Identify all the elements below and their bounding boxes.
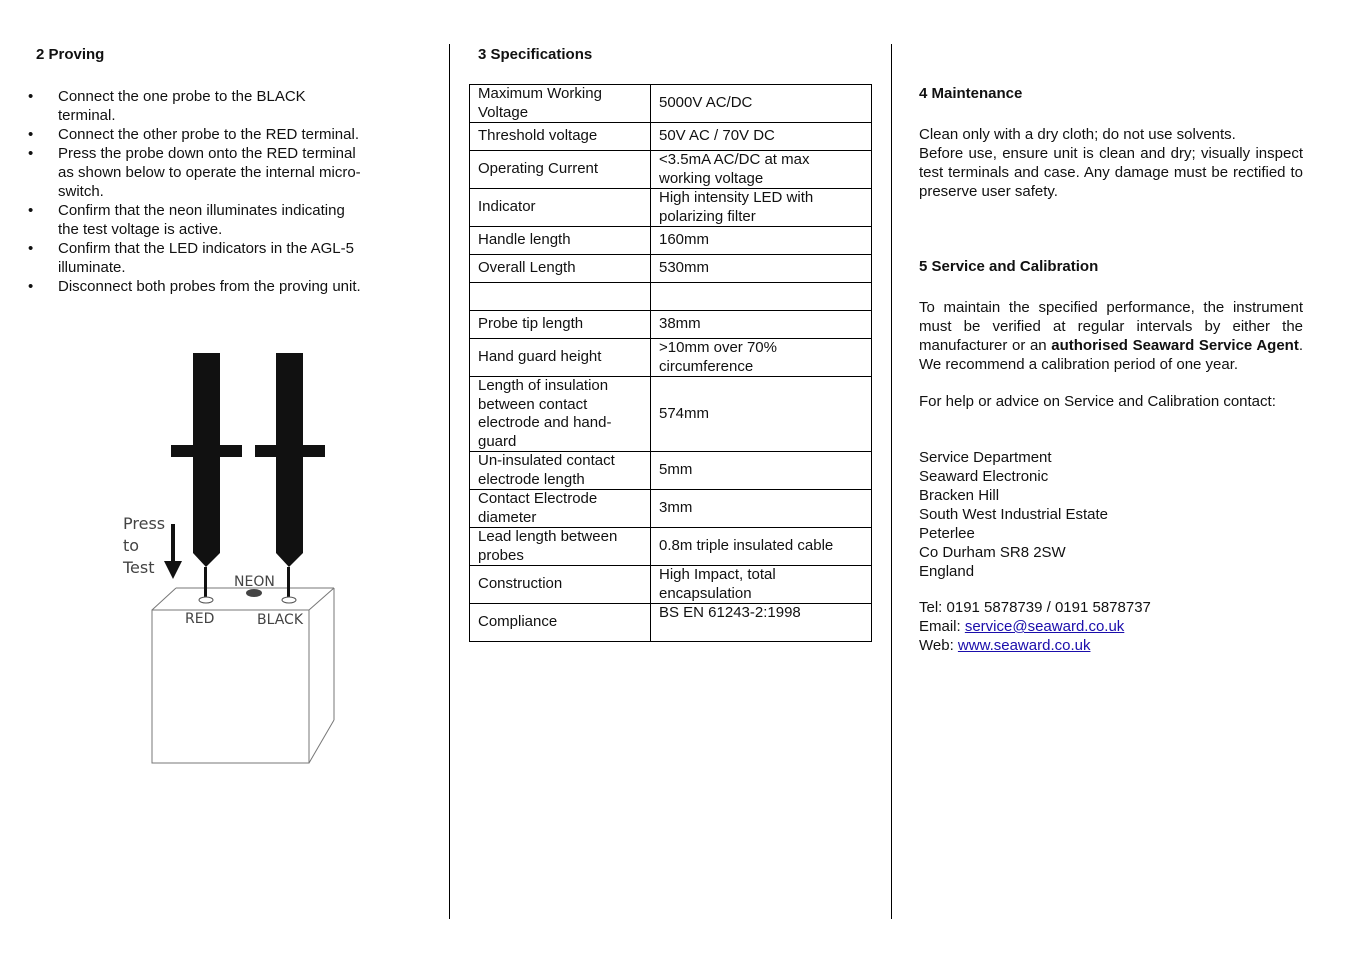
- list-item: • Press the probe down onto the RED terminal as shown below to operate the internal micro-switch.: [22, 144, 362, 201]
- red-terminal: [199, 597, 213, 603]
- list-item: • Connect the one probe to the BLACK terminal.: [22, 87, 362, 125]
- section-heading-maintenance: 4 Maintenance: [919, 85, 1023, 102]
- address-line: Bracken Hill: [919, 487, 1000, 504]
- address-line: Peterlee: [919, 525, 975, 542]
- column-divider: [449, 44, 450, 919]
- email-link[interactable]: service@seaward.co.uk: [964, 618, 1125, 635]
- spec-value: 530mm: [651, 255, 872, 283]
- black-probe: [255, 353, 325, 597]
- press-label: Test: [123, 558, 155, 577]
- email-label: Email:: [919, 618, 965, 635]
- service-contact-paragraph: For help or advice on Service and Calibration contact:: [919, 393, 1276, 410]
- service-address: [919, 448, 1303, 581]
- spec-value: 0.8m triple insulated cable: [651, 528, 872, 566]
- black-terminal-label: BLACK: [257, 612, 304, 628]
- spec-label: Maximum Working Voltage: [470, 85, 651, 123]
- spec-label: Operating Current: [470, 151, 651, 189]
- spec-label: Un-insulated contact electrode length: [470, 452, 651, 490]
- spec-label: Probe tip length: [470, 311, 651, 339]
- neon-label: NEON: [234, 574, 275, 590]
- spec-value: 160mm: [651, 227, 872, 255]
- proving-unit-box: [152, 588, 334, 763]
- table-row: [470, 227, 872, 255]
- section-heading-proving: 2 Proving: [36, 46, 105, 63]
- email-line: [919, 617, 1303, 636]
- maintenance-paragraph: Before use, ensure unit is clean and dry; visually inspect test terminals and case. Any damage must be rectified to preserve user safety.: [919, 145, 1303, 200]
- proving-steps-list: [22, 87, 362, 296]
- table-row: [470, 283, 872, 311]
- table-row: [470, 151, 872, 189]
- web-link[interactable]: www.seaward.co.uk: [957, 637, 1091, 654]
- spec-value: 5mm: [651, 452, 872, 490]
- spec-label: Threshold voltage: [470, 123, 651, 151]
- spec-value: 5000V AC/DC: [651, 85, 872, 123]
- press-label: to: [123, 536, 140, 555]
- address-line: Service Department: [919, 449, 1052, 466]
- table-row: [470, 85, 872, 123]
- service-paragraph: [919, 298, 1303, 374]
- spec-value: 50V AC / 70V DC: [651, 123, 872, 151]
- spec-label: Indicator: [470, 189, 651, 227]
- spec-value: 3mm: [651, 490, 872, 528]
- press-label: Press: [123, 514, 166, 533]
- red-probe: [171, 353, 242, 597]
- black-terminal: [282, 597, 296, 603]
- press-arrow-icon: [164, 524, 182, 579]
- address-line: South West Industrial Estate: [919, 506, 1108, 523]
- table-row: [470, 311, 872, 339]
- spec-label: Handle length: [470, 227, 651, 255]
- service-agent-emphasis: authorised Seaward Service Agent: [1051, 337, 1299, 354]
- spec-label: Lead length between probes: [470, 528, 651, 566]
- service-text: . We recommend a calibration period of one year.: [919, 337, 1303, 373]
- spec-label: Compliance: [470, 604, 651, 642]
- list-item: • Disconnect both probes from the proving unit.: [22, 277, 362, 296]
- spec-label: [470, 283, 651, 311]
- spec-value: <3.5mA AC/DC at max working voltage: [651, 151, 872, 189]
- table-row: [470, 123, 872, 151]
- table-row: [470, 189, 872, 227]
- section-heading-service: 5 Service and Calibration: [919, 258, 1099, 275]
- column-divider: [891, 44, 892, 919]
- table-row: [470, 255, 872, 283]
- spec-value: >10mm over 70% circumference: [651, 339, 872, 377]
- address-line: Co Durham SR8 2SW: [919, 544, 1066, 561]
- address-line: Seaward Electronic: [919, 468, 1049, 485]
- spec-value: High intensity LED with polarizing filter: [651, 189, 872, 227]
- spec-value: High Impact, total encapsulation: [651, 566, 872, 604]
- spec-label: Contact Electrode diameter: [470, 490, 651, 528]
- spec-value: BS EN 61243-2:1998: [651, 604, 872, 642]
- list-item: • Connect the other probe to the RED terminal.: [22, 125, 362, 144]
- table-row: [470, 566, 872, 604]
- spec-label: Construction: [470, 566, 651, 604]
- neon-indicator: [246, 589, 262, 597]
- spec-value: [651, 283, 872, 311]
- table-row: [470, 452, 872, 490]
- table-row: [470, 377, 872, 452]
- spec-label: Hand guard height: [470, 339, 651, 377]
- service-text: To maintain the specified performance, the instrument must be verified at regular intervals by either the manufacturer or an: [919, 299, 1303, 354]
- proving-unit-figure: [110, 345, 350, 770]
- list-item: • Confirm that the neon illuminates indicating the test voltage is active.: [22, 201, 362, 239]
- red-terminal-label: RED: [185, 611, 215, 627]
- spec-label: Overall Length: [470, 255, 651, 283]
- table-row: [470, 604, 872, 642]
- table-row: [470, 339, 872, 377]
- web-line: [919, 636, 1303, 655]
- spec-value: 574mm: [651, 377, 872, 452]
- table-row: [470, 528, 872, 566]
- web-label: Web:: [919, 637, 958, 654]
- address-line: England: [919, 563, 975, 580]
- contact-details: [919, 598, 1303, 655]
- maintenance-line: Clean only with a dry cloth; do not use solvents.: [919, 126, 1236, 143]
- telephone-line: Tel: 0191 5878739 / 0191 5878737: [919, 599, 1151, 616]
- table-row: [470, 490, 872, 528]
- section-heading-specifications: 3 Specifications: [478, 46, 593, 63]
- list-item: • Confirm that the LED indicators in the AGL-5 illuminate.: [22, 239, 362, 277]
- specifications-table: [469, 84, 872, 642]
- spec-value: 38mm: [651, 311, 872, 339]
- spec-label: Length of insulation between contact electrode and hand-guard: [470, 377, 651, 452]
